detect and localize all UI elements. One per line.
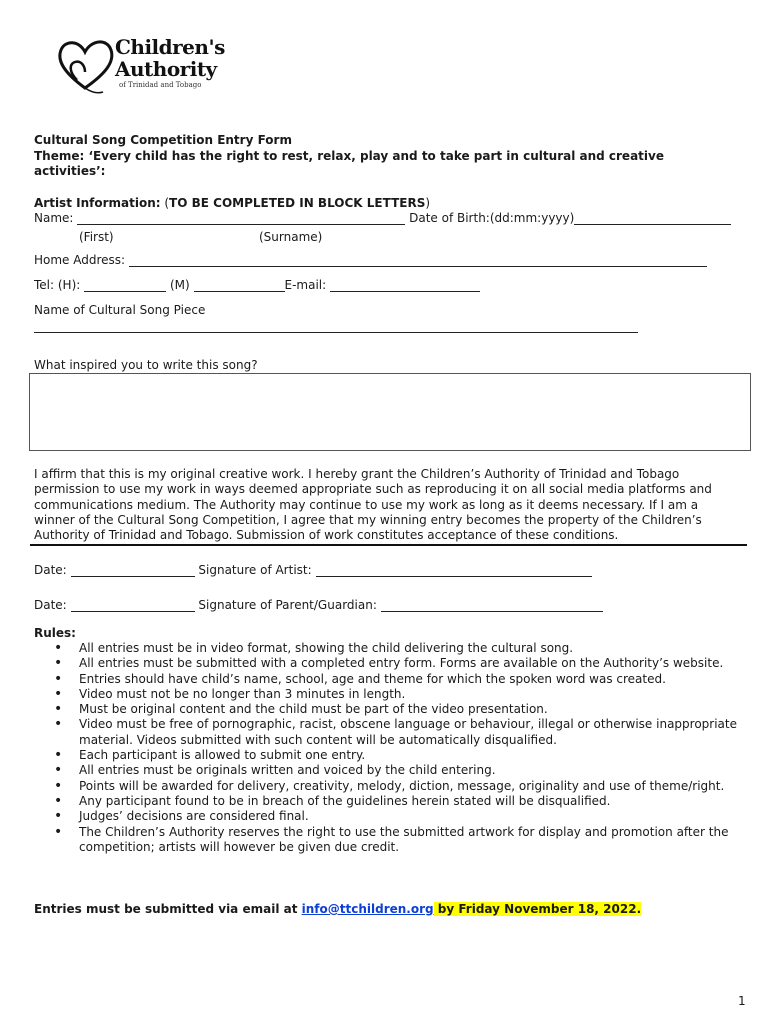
logo bbox=[55, 36, 230, 100]
rule-item: • Video must be free of pornographic, racist, obscene language or behaviour, illegal or otherwise inappropriate material. Videos submitted with such content will be automatically disqualified. bbox=[34, 717, 746, 748]
inspiration-textbox[interactable] bbox=[29, 373, 751, 451]
rule-item: • All entries must be originals written and voiced by the child entering. bbox=[34, 763, 746, 778]
submission-text: Entries must be submitted via email at bbox=[34, 902, 302, 916]
rule-item: • Entries should have child’s name, school, age and theme for which the spoken word was created. bbox=[34, 672, 746, 687]
song-name-label: Name of Cultural Song Piece bbox=[34, 303, 206, 317]
name-label: Name: bbox=[34, 211, 74, 225]
tel-mobile-label: (M) bbox=[169, 278, 190, 292]
page-number: 1 bbox=[738, 994, 746, 1008]
surname-label: (Surname) bbox=[259, 230, 323, 244]
artist-info-heading bbox=[34, 196, 430, 210]
rule-item: • Must be original content and the child must be part of the video presentation. bbox=[34, 702, 746, 717]
logo-line-3: of Trinidad and Tobago bbox=[119, 81, 202, 89]
heart-logo-icon bbox=[55, 36, 117, 96]
address-row bbox=[34, 253, 707, 267]
submission-note bbox=[34, 902, 641, 916]
artist-signature-row bbox=[34, 563, 592, 577]
artist-signature-field[interactable] bbox=[316, 563, 592, 577]
artist-info-paren-open: ( bbox=[160, 196, 170, 210]
date-label: Date: bbox=[34, 563, 67, 577]
rule-item: • Any participant found to be in breach of the guidelines herein stated will be disqualified. bbox=[34, 794, 746, 809]
first-label: (First) bbox=[79, 230, 114, 244]
parent-signature-field[interactable] bbox=[381, 598, 603, 612]
tel-home-field[interactable] bbox=[84, 278, 166, 292]
rules-heading: Rules: bbox=[34, 626, 76, 640]
artist-info-label: Artist Information: bbox=[34, 196, 161, 210]
contact-row bbox=[34, 278, 480, 292]
affirmation-line: winner of the Cultural Song Competition, I agree that my winning entry becomes the property of the Children’s bbox=[34, 512, 702, 527]
divider bbox=[30, 544, 747, 546]
dob-label: Date of Birth:(dd:mm:yyyy) bbox=[409, 211, 575, 225]
rules-list bbox=[34, 641, 746, 855]
form-title: Cultural Song Competition Entry Form bbox=[34, 133, 292, 147]
artist-date-field[interactable] bbox=[71, 563, 195, 577]
rule-item: • Each participant is allowed to submit one entry. bbox=[34, 748, 746, 763]
name-row bbox=[34, 211, 731, 225]
rule-item: • All entries must be in video format, showing the child delivering the cultural song. bbox=[34, 641, 746, 656]
theme-line-2: activities’: bbox=[34, 164, 106, 178]
rule-item: • Video must not be no longer than 3 minutes in length. bbox=[34, 687, 746, 702]
logo-line-2: Authority bbox=[115, 57, 217, 81]
artist-signature-label: Signature of Artist: bbox=[198, 563, 312, 577]
rule-item: • The Children’s Authority reserves the right to use the submitted artwork for display and promotion after the competition; artists will however be given due credit. bbox=[34, 825, 746, 856]
theme-line-1: Theme: ‘Every child has the right to rest, relax, play and to take part in cultural and creative bbox=[34, 149, 664, 163]
date-label: Date: bbox=[34, 598, 67, 612]
address-label: Home Address: bbox=[34, 253, 126, 267]
parent-signature-label: Signature of Parent/Guardian: bbox=[198, 598, 377, 612]
affirmation-line: communications medium. The Authority may continue to use my work as long as it deems necessary. If I am a bbox=[34, 497, 699, 512]
affirmation-line: permission to use my work in ways deemed appropriate such as reproducing it on all social media platforms and bbox=[34, 482, 712, 497]
rule-item: • All entries must be submitted with a completed entry form. Forms are available on the Authority’s website. bbox=[34, 656, 746, 671]
name-field[interactable] bbox=[77, 211, 405, 225]
affirmation-line: Authority of Trinidad and Tobago. Submission of work constitutes acceptance of these conditions. bbox=[34, 528, 619, 543]
address-field[interactable] bbox=[129, 253, 707, 267]
dob-field[interactable] bbox=[574, 211, 731, 225]
tel-mobile-field[interactable] bbox=[194, 278, 285, 292]
logo-line-1: Children's bbox=[115, 35, 225, 59]
email-label: E-mail: bbox=[284, 278, 327, 292]
submission-deadline: by Friday November 18, 2022. bbox=[433, 902, 642, 916]
inspiration-question: What inspired you to write this song? bbox=[34, 358, 258, 372]
tel-home-label: Tel: (H): bbox=[34, 278, 81, 292]
parent-date-field[interactable] bbox=[71, 598, 195, 612]
artist-info-paren-close: ) bbox=[425, 196, 431, 210]
submission-email-link[interactable]: info@ttchildren.org bbox=[301, 902, 434, 916]
email-field[interactable] bbox=[330, 278, 480, 292]
affirmation-line: I affirm that this is my original creative work. I hereby grant the Children’s Authority of Trinidad and Tobago bbox=[34, 467, 680, 481]
rule-item: • Judges’ decisions are considered final. bbox=[34, 809, 746, 824]
song-name-field[interactable] bbox=[34, 318, 638, 333]
block-letters-note: TO BE COMPLETED IN BLOCK LETTERS bbox=[169, 196, 426, 210]
rule-item: • Points will be awarded for delivery, creativity, melody, diction, message, originality and use of theme/right. bbox=[34, 779, 746, 794]
parent-signature-row bbox=[34, 598, 603, 612]
affirmation-text bbox=[34, 467, 712, 543]
